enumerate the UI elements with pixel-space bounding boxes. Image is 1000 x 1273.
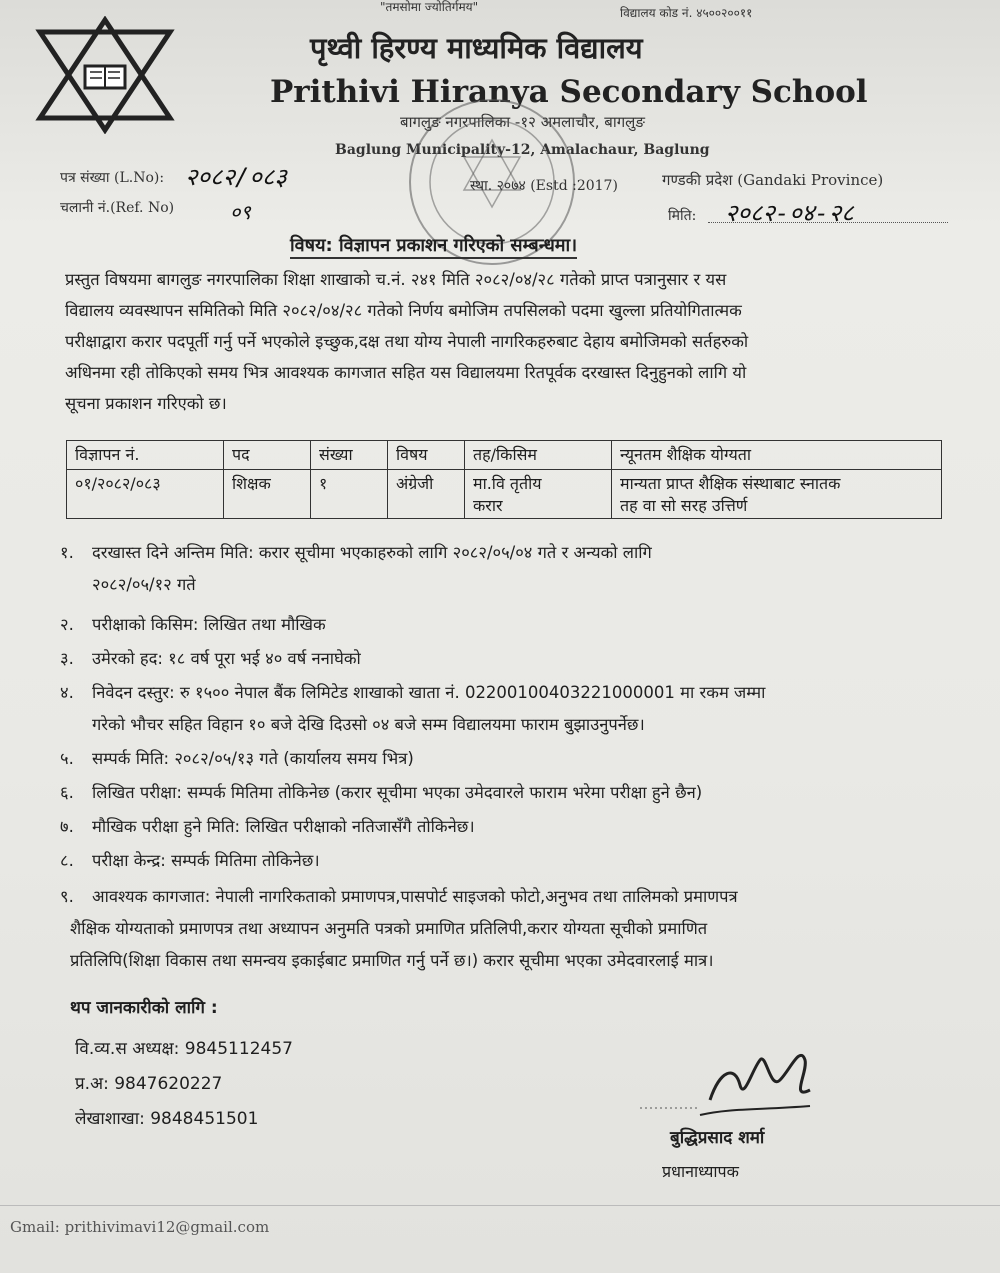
- list-item: ४. निवेदन दस्तुर: रु १५०० नेपाल बैंक लिमिटेड शाखाको खाता नं. 02200100403221000001 मा रकम जम्मा: [60, 683, 766, 702]
- cell-post: शिक्षक: [224, 470, 311, 519]
- list-item: २. परीक्षाको किसिम: लिखित तथा मौखिक: [60, 615, 326, 634]
- date-value: २०८२-०४-२८: [725, 199, 854, 227]
- intro-paragraph: [65, 264, 985, 419]
- established-year: स्था. २०७४ (Estd :2017): [470, 178, 618, 194]
- vacancy-table: [66, 440, 942, 519]
- list-item: ५. सम्पर्क मिति: २०८२/०५/१३ गते (कार्यालय समय भित्र): [60, 749, 414, 768]
- col-qualification: न्यूनतम शैक्षिक योग्यता: [612, 441, 942, 470]
- col-ad-no: विज्ञापन नं.: [67, 441, 224, 470]
- list-item: ८. परीक्षा केन्द्र: सम्पर्क मितिमा तोकिनेछ।: [60, 851, 320, 870]
- school-code: विद्यालय कोड नं. ४५००२००११: [620, 6, 753, 20]
- signatory-title: प्रधानाध्यापक: [662, 1162, 739, 1181]
- contact-headteacher: प्र.अ: 9847620227: [75, 1074, 223, 1094]
- contact-accounts: लेखाशाखा: 9848451501: [75, 1109, 259, 1129]
- cell-qual-line: मान्यता प्राप्त शैक्षिक संस्थाबाट स्नातक: [620, 474, 841, 493]
- cell-level: [465, 470, 612, 519]
- list-item: ६. लिखित परीक्षा: सम्पर्क मितिमा तोकिनेछ (करार सूचीमा भएका उमेदवारले फाराम भरेमा परीक्षा हुने छैन): [60, 783, 703, 802]
- table-header-row: [67, 441, 942, 470]
- school-address-english: Baglung Municipality-12, Amalachaur, Baglung: [335, 142, 710, 158]
- school-logo-icon: [30, 16, 180, 134]
- cell-level-line: करार: [473, 496, 503, 515]
- ref-no-label: चलानी नं.(Ref. No): [60, 200, 175, 216]
- list-item: ३. उमेरको हद: १८ वर्ष पूरा भई ४० वर्ष ननाघेको: [60, 649, 361, 668]
- school-name-nepali: पृथ्वी हिरण्य माध्यमिक विद्यालय: [310, 31, 643, 65]
- cell-level-line: मा.वि तृतीय: [473, 474, 542, 493]
- list-item: १. दरखास्त दिने अन्तिम मिति: करार सूचीमा भएकाहरुको लागि २०८२/०५/०४ गते र अन्यको लागि: [60, 543, 652, 562]
- list-item-cont: प्रतिलिपि(शिक्षा विकास तथा समन्वय इकाईबाट प्रमाणित गर्नु पर्ने छ।) करार सूचीमा भएका उमेदवारलाई मात्र।: [70, 951, 714, 970]
- more-info-heading: थप जानकारीको लागि :: [70, 998, 218, 1018]
- ref-no-value: ०९: [230, 200, 251, 224]
- contact-chairperson: वि.व्य.स अध्यक्ष: 9845112457: [75, 1039, 293, 1059]
- list-item-cont: २०८२/०५/१२ गते: [92, 575, 196, 594]
- list-item: ९. आवश्यक कागजात: नेपाली नागरिकताको प्रमाणपत्र,पासपोर्ट साइजको फोटो,अनुभव तथा तालिमको प्रमाणपत्र: [60, 887, 738, 906]
- school-address-nepali: बागलुङ नगरपालिका -१२ अमलाचौर, बागलुङ: [400, 113, 645, 131]
- letter-no-value: २०८२/०८३: [185, 163, 287, 191]
- letter-no-label: पत्र संख्या (L.No):: [60, 170, 165, 186]
- intro-line: सूचना प्रकाशन गरिएको छ।: [65, 394, 227, 413]
- signature-scribble-icon: [640, 1030, 840, 1130]
- subject-heading: विषय: विज्ञापन प्रकाशन गरिएको सम्बन्धमा।: [290, 233, 577, 259]
- cell-qual-line: तह वा सो सरह उत्तिर्ण: [620, 496, 748, 515]
- cell-ad-no: ०१/२०८२/०८३: [67, 470, 224, 519]
- school-name-english: Prithivi Hiranya Secondary School: [270, 74, 868, 110]
- col-level: तह/किसिम: [465, 441, 612, 470]
- col-count: संख्या: [311, 441, 388, 470]
- intro-line: अधिनमा रही तोकिएको समय भित्र आवश्यक कागजात सहित यस विद्यालयमा रितपूर्वक दरखास्त दिनुहुनको लागि यो: [65, 363, 747, 382]
- cell-subject: अंग्रेजी: [388, 470, 465, 519]
- signatory-name: बुद्धिप्रसाद शर्मा: [670, 1128, 765, 1148]
- intro-line: प्रस्तुत विषयमा बागलुङ नगरपालिका शिक्षा शाखाको च.नं. २४१ मिति २०८२/०४/२८ गतेको प्राप्त पत्रानुसार र यस: [65, 270, 727, 289]
- list-item-cont: गरेको भौचर सहित विहान १० बजे देखि दिउसो ०४ बजे सम्म विद्यालयमा फाराम बुझाउनुपर्नेछ।: [92, 715, 645, 734]
- col-post: पद: [224, 441, 311, 470]
- list-item: ७. मौखिक परीक्षा हुने मिति: लिखित परीक्षाको नतिजासँगै तोकिनेछ।: [60, 817, 475, 836]
- cell-qualification: [612, 470, 942, 519]
- school-motto: "तमसोमा ज्योतिर्गमय": [380, 0, 479, 14]
- list-item-cont: शैक्षिक योग्यताको प्रमाणपत्र तथा अध्यापन अनुमति पत्रको प्रमाणित प्रतिलिपी,करार योग्यता सूचीको प्रमाणित: [70, 919, 708, 938]
- cell-count: १: [311, 470, 388, 519]
- date-label: मिति:: [668, 208, 697, 224]
- province-name: गण्डकी प्रदेश (Gandaki Province): [662, 171, 884, 189]
- table-row: [67, 470, 942, 519]
- footer-divider: [0, 1205, 1000, 1206]
- intro-line: परीक्षाद्वारा करार पदपूर्ती गर्नु पर्ने भएकोले इच्छुक,दक्ष तथा योग्य नेपाली नागरिकहरुबाट देहाय बमोजिमको सर्तहरुको: [65, 332, 749, 351]
- intro-line: विद्यालय व्यवस्थापन समितिको मिति २०८२/०४/२८ गतेको निर्णय बमोजिम तपसिलको पदमा खुल्ला प्रतियोगितात्मक: [65, 301, 742, 320]
- col-subject: विषय: [388, 441, 465, 470]
- footer-gmail: Gmail: prithivimavi12@gmail.com: [10, 1218, 270, 1236]
